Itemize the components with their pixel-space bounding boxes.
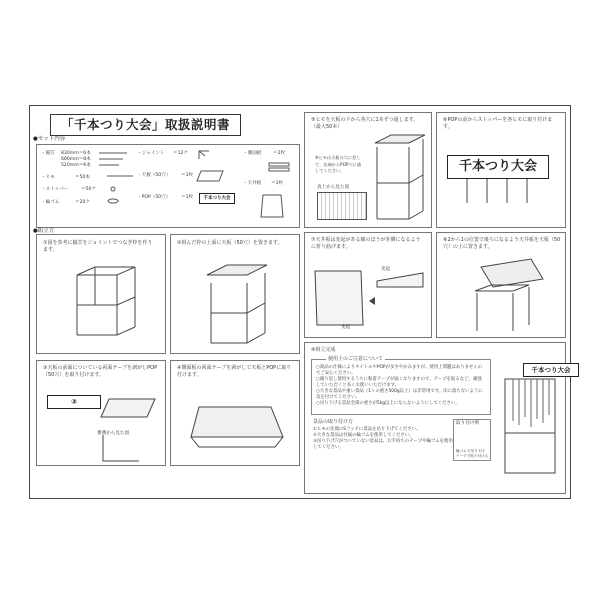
pop-sign-thumbnail: 千本つり大会 — [199, 193, 235, 204]
usage-notes-heading: 使用上のご注意について — [328, 356, 383, 362]
step-4-text: ④側面板の両面テープを剥がして天板とPOPに取り付けます。 — [177, 365, 292, 378]
string-qty: ＝50本 — [75, 175, 91, 180]
string-label: ・ヒモ — [41, 175, 55, 180]
top-plate-qty: ＝1枚 — [271, 181, 284, 186]
stopper-qty: ＝50ケ — [81, 187, 97, 192]
prize-heading: 景品の取り付け方 — [313, 419, 354, 425]
step-3-pop-sign: ③ — [47, 395, 101, 409]
prize-step-1: ①ヒモの先端のSフックに景品を吊り下げてください。 — [313, 427, 421, 432]
step-3-panel — [36, 360, 166, 466]
side-panel-label: ・側面板 — [243, 151, 262, 156]
frame-size-1: 830mm＝6本 — [61, 151, 91, 156]
pop-label: ・POP（50穴） — [137, 195, 171, 200]
step-3-view-label: 裏側から見た図 — [97, 431, 130, 436]
frame-size-3: 520mm＝6本 — [61, 163, 91, 168]
step-5-topview — [317, 192, 367, 220]
step-1-panel — [36, 234, 166, 354]
step-7-panel — [304, 232, 432, 338]
completed-stand-illustration — [501, 373, 559, 477]
step-2-frame-illustration — [201, 263, 281, 343]
step-6-stoppers-illustration — [447, 179, 547, 209]
frame-size-2: 600mm＝8本 — [61, 157, 91, 162]
usage-note-1: ○商品の仕様によりタイトルやPOPが多少やかみますが、使用上問題はありませんのでご安心ください。 — [316, 365, 483, 376]
step-6-panel — [436, 112, 566, 228]
set-contents-heading: ●セット内容 — [33, 136, 66, 142]
hook-label-tape: テープで貼り付ける — [456, 454, 489, 458]
top-board-label: ・天板（50穴） — [137, 173, 171, 178]
step-5-note: ※ヒモは天板の穴に差して、先端からPOP穴に通してください。 — [315, 155, 361, 173]
usage-notes-box — [311, 356, 491, 415]
step-7-plate-illustration — [311, 261, 427, 331]
step-6-text: ⑥POPの前からストッパーを各ヒモに取り付けます。 — [443, 117, 553, 130]
top-board-qty: ＝1枚 — [181, 173, 194, 178]
step-7-text: ⑦天井板は実起がある線のほうが外側になるように折り曲げます。 — [311, 237, 421, 250]
hook-example-title: 取り付け例 — [456, 421, 479, 426]
step-9-panel — [304, 342, 571, 494]
step-5-panel — [304, 112, 432, 228]
step-5-frame-illustration — [369, 131, 429, 221]
usage-note-3: ○大きな景品や重い景品（1ヶの重さ500g以上）は非常用です。床に落ちないように気を付けてください。 — [316, 389, 483, 400]
top-plate-icon — [259, 193, 285, 219]
step-7-label-2: 実起 — [341, 325, 351, 330]
joint-qty: ＝12ケ — [173, 151, 189, 156]
step-8-panel — [436, 232, 566, 338]
step-8-text: ⑧2から1の位置で後ろになるよう天井板を天板（50穴）の上に置きます。 — [443, 237, 561, 250]
step-9-text: ⑨組立完成 — [311, 347, 336, 353]
rubber-qty: ＝20ケ — [75, 200, 91, 205]
usage-note-4: ○吊り下げる景品全部の重さが5kg以上にならないようにしてください。 — [316, 401, 460, 406]
set-contents-box — [36, 144, 300, 228]
frame-label: ・脇笠 — [41, 151, 55, 156]
hook-label-rubber: 輪ゴムで吊り下げ — [456, 449, 485, 453]
step-1-frame-illustration — [67, 265, 147, 345]
assembly-heading: ●組立方 — [33, 228, 55, 234]
step-4-panel-illustration — [185, 401, 285, 451]
frame-rods-icon — [99, 151, 129, 171]
joint-label: ・ジョイント — [137, 151, 165, 156]
step-4-panel — [170, 360, 300, 466]
step-7-label-1: 実起 — [381, 267, 391, 272]
step-3-corner-illustration — [101, 433, 141, 463]
step-3-text: ③天板の前面についている両面テープを剥がしPOP（50穴）を取り付けます。 — [43, 365, 158, 378]
hook-example-box — [453, 419, 491, 461]
prize-step-2: ②大きな景品は付属の輪ゴムを使用してください。 — [313, 433, 414, 438]
step-1-text: ①図を参考に脇笠をジョイントでつなぎ枠を作ります。 — [43, 240, 153, 253]
side-panel-icon — [269, 161, 291, 173]
top-plate-label: ・天井板 — [243, 181, 262, 186]
rubber-label: ・輪ゴム — [41, 200, 60, 205]
joint-icon — [197, 149, 211, 161]
final-sign: 千本つり大会 — [523, 363, 579, 377]
step-2-panel — [170, 234, 300, 354]
prize-step-3: ③吊り下げ穴がついていない景品は、お手持ちのテープや輪ゴムを使用してください。 — [313, 439, 453, 450]
side-panel-qty: ＝2枚 — [273, 151, 286, 156]
step-3-board-illustration — [101, 397, 157, 421]
step-2-text: ②組んだ枠の上面に天板（50穴）を置きます。 — [177, 240, 283, 246]
top-board-icon — [197, 169, 225, 183]
step-5-text: ⑤ヒモを天板の下から各穴に1本ずつ通します。（最大50本） — [311, 117, 419, 130]
step-5-view-label: 真上から見た図 — [317, 185, 350, 190]
document-title: 「千本つり大会」取扱説明書 — [50, 114, 241, 136]
stopper-label: ・ストッパー — [41, 187, 69, 192]
pop-qty: ＝1枚 — [181, 195, 194, 200]
usage-note-2: ○繰り返し使用するうちに粘着テープが弱くなりますので、テープを貼るなど、補強していただくと長くお使いいただけます。 — [316, 377, 482, 388]
instruction-sheet — [29, 105, 571, 499]
step-6-pop-sign: 千本つり大会 — [447, 155, 549, 179]
string-stopper-icon — [107, 173, 137, 203]
step-8-frame-illustration — [467, 257, 547, 333]
